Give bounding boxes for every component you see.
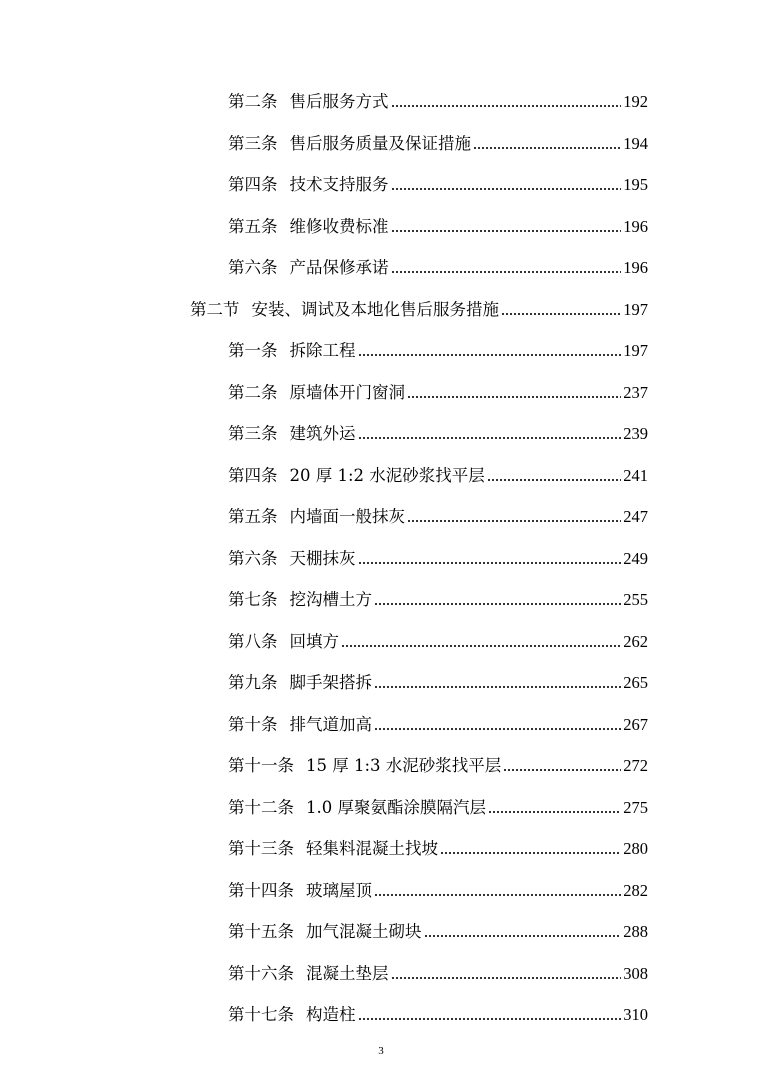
toc-entry-number: 第十七条 bbox=[228, 1005, 294, 1024]
toc-dot-leader bbox=[407, 395, 621, 399]
toc-entry-page: 282 bbox=[623, 880, 648, 900]
toc-dot-leader bbox=[358, 1017, 622, 1021]
toc-entry-number: 第六条 bbox=[228, 548, 278, 568]
toc-entry bbox=[228, 1003, 648, 1027]
page-number: 3 bbox=[378, 1045, 384, 1057]
toc-entry-number: 第十条 bbox=[228, 714, 278, 734]
toc-entry-page: 247 bbox=[623, 507, 648, 526]
toc-dot-leader bbox=[391, 229, 622, 233]
toc-entry-number: 第三条 bbox=[228, 424, 278, 443]
toc-entry-number: 第一条 bbox=[228, 341, 278, 360]
toc-entry bbox=[228, 630, 648, 654]
toc-entry-title: 脚手架搭拆 bbox=[289, 673, 372, 692]
toc-entry-number: 第五条 bbox=[228, 216, 278, 236]
toc-entry-page: 272 bbox=[623, 756, 648, 775]
toc-entry-number: 第三条 bbox=[228, 133, 278, 153]
toc-entry bbox=[228, 920, 648, 944]
toc-entry-page: 194 bbox=[623, 133, 648, 153]
toc-entry-number: 第六条 bbox=[228, 258, 278, 277]
toc-entry-page: 241 bbox=[623, 465, 648, 485]
toc-entry-title: 原墙体开门窗洞 bbox=[289, 382, 405, 402]
toc-entry-page: 192 bbox=[623, 92, 648, 111]
toc-dot-leader bbox=[391, 270, 622, 274]
toc-entry-number: 第二节 bbox=[190, 299, 240, 319]
toc-entry bbox=[228, 173, 648, 197]
toc-entry bbox=[228, 671, 648, 695]
toc-entry-number: 第十二条 bbox=[228, 797, 294, 817]
toc-dot-leader bbox=[374, 727, 621, 731]
toc-entry bbox=[228, 215, 648, 239]
toc-entry-title: 1.0 厚聚氨酯涂膜隔汽层 bbox=[306, 797, 486, 817]
toc-entry-page: 197 bbox=[623, 299, 648, 319]
toc-entry-title: 构造柱 bbox=[306, 1005, 356, 1024]
toc-entry bbox=[228, 547, 648, 571]
toc-entry-page: 265 bbox=[623, 673, 648, 692]
toc-entry-title: 建筑外运 bbox=[289, 424, 356, 443]
toc-entry-title: 15 厚 1:3 水泥砂浆找平层 bbox=[306, 756, 502, 775]
toc-entry-number: 第四条 bbox=[228, 175, 278, 194]
toc-entry-number: 第二条 bbox=[228, 382, 278, 402]
toc-entry-title: 20 厚 1:2 水泥砂浆找平层 bbox=[289, 465, 485, 485]
toc-entry-page: 310 bbox=[623, 1005, 648, 1024]
toc-dot-leader bbox=[341, 644, 621, 648]
toc-entry-number: 第五条 bbox=[228, 507, 278, 526]
toc-section-entry bbox=[190, 298, 648, 322]
toc-entry-title: 售后服务方式 bbox=[289, 92, 389, 111]
toc-entry-number: 第二条 bbox=[228, 92, 278, 111]
toc-entry bbox=[228, 464, 648, 488]
toc-entry-title: 玻璃屋顶 bbox=[306, 880, 372, 900]
toc-entry-page: 249 bbox=[623, 548, 648, 568]
toc-entry bbox=[228, 505, 648, 529]
toc-entry-page: 262 bbox=[623, 631, 648, 651]
toc-entry-title: 维修收费标准 bbox=[289, 216, 389, 236]
toc-entry bbox=[228, 422, 648, 446]
toc-dot-leader bbox=[358, 353, 622, 357]
toc-dot-leader bbox=[487, 478, 621, 482]
toc-entry-title: 天棚抹灰 bbox=[289, 548, 356, 568]
toc-entry-title: 轻集料混凝土找坡 bbox=[306, 839, 438, 858]
toc-dot-leader bbox=[440, 851, 621, 855]
toc-dot-leader bbox=[501, 312, 621, 316]
toc-dot-leader bbox=[391, 976, 622, 980]
toc-entry bbox=[228, 754, 648, 778]
toc-entry-title: 内墙面一般抹灰 bbox=[289, 507, 405, 526]
toc-entry-title: 混凝土垫层 bbox=[306, 963, 389, 983]
toc-entry-number: 第九条 bbox=[228, 673, 278, 692]
toc-entry-page: 239 bbox=[623, 424, 648, 443]
toc-entry bbox=[228, 132, 648, 156]
toc-entry-page: 267 bbox=[623, 714, 648, 734]
toc-entry-page: 288 bbox=[623, 922, 648, 941]
toc-entry-title: 挖沟槽土方 bbox=[289, 590, 372, 609]
toc-entry bbox=[228, 256, 648, 280]
toc-entry bbox=[228, 713, 648, 737]
toc-entry-page: 196 bbox=[623, 216, 648, 236]
toc-entry-page: 255 bbox=[623, 590, 648, 609]
toc-entry-number: 第十五条 bbox=[228, 922, 294, 941]
toc-entry-number: 第四条 bbox=[228, 465, 278, 485]
toc-dot-leader bbox=[391, 104, 622, 108]
toc-entry-page: 196 bbox=[623, 258, 648, 277]
toc-entry-title: 产品保修承诺 bbox=[289, 258, 389, 277]
toc-entry bbox=[228, 90, 648, 114]
toc-entry-title: 拆除工程 bbox=[289, 341, 356, 360]
toc-dot-leader bbox=[407, 519, 621, 523]
toc-dot-leader bbox=[374, 893, 621, 897]
toc-entry-page: 237 bbox=[623, 382, 648, 402]
toc-entry-number: 第七条 bbox=[228, 590, 278, 609]
toc-entry-number: 第八条 bbox=[228, 631, 278, 651]
toc-dot-leader bbox=[488, 810, 621, 814]
toc-entry bbox=[228, 837, 648, 861]
toc-entry bbox=[228, 588, 648, 612]
toc-dot-leader bbox=[374, 685, 621, 689]
toc-dot-leader bbox=[473, 146, 621, 150]
toc-dot-leader bbox=[358, 436, 622, 440]
toc-entry-number: 第十六条 bbox=[228, 963, 294, 983]
toc-entry-page: 280 bbox=[623, 839, 648, 858]
toc-entry-title: 技术支持服务 bbox=[289, 175, 389, 194]
toc-entry-title: 安装、调试及本地化售后服务措施 bbox=[251, 299, 499, 319]
toc-entry bbox=[228, 796, 648, 820]
toc-entry-title: 回填方 bbox=[289, 631, 339, 651]
toc-entry-number: 第十三条 bbox=[228, 839, 294, 858]
toc-dot-leader bbox=[391, 187, 622, 191]
toc-entry-page: 275 bbox=[623, 797, 648, 817]
toc-entry bbox=[228, 339, 648, 363]
toc-entry-title: 售后服务质量及保证措施 bbox=[289, 133, 471, 153]
toc-dot-leader bbox=[424, 934, 622, 938]
toc-entry bbox=[228, 962, 648, 986]
toc-dot-leader bbox=[503, 768, 621, 772]
toc-entry-page: 195 bbox=[623, 175, 648, 194]
toc-entry-title: 排气道加高 bbox=[289, 714, 372, 734]
toc-entry bbox=[228, 879, 648, 903]
toc-entry-title: 加气混凝土砌块 bbox=[306, 922, 422, 941]
toc-entry-number: 第十一条 bbox=[228, 756, 294, 775]
toc-entry-page: 197 bbox=[623, 341, 648, 360]
toc-entry bbox=[228, 381, 648, 405]
toc-dot-leader bbox=[374, 602, 621, 606]
toc-dot-leader bbox=[358, 561, 622, 565]
toc-entry-page: 308 bbox=[623, 963, 648, 983]
toc-entry-number: 第十四条 bbox=[228, 880, 294, 900]
